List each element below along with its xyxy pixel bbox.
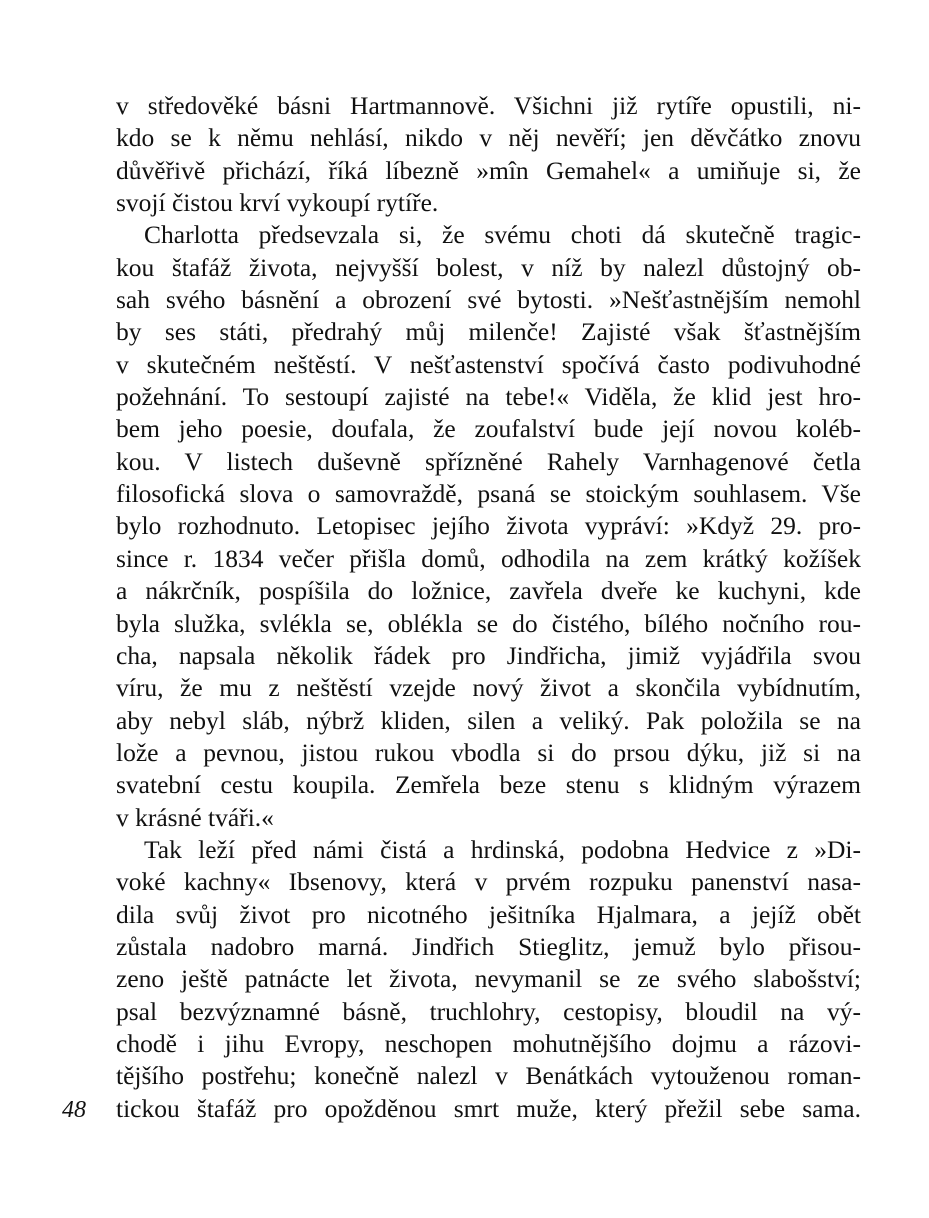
text-line: požehnání. To sestoupí zajisté na tebe!« Viděla, že klid jest hro-	[116, 382, 861, 412]
text-line: since r. 1834 večer přišla domů, odhodila na zem krátký kožíšek	[116, 543, 861, 573]
page-number: 48	[62, 1097, 86, 1123]
text-line: tickou štafáž pro opožděnou smrt muže, který přežil sebe sama.	[116, 1093, 861, 1123]
text-line: Tak leží před námi čistá a hrdinská, podobna Hedvice z »Di-	[144, 834, 861, 864]
body-text	[116, 90, 861, 1125]
text-line: sah svého básnění a obrození své bytosti. »Nešťastnějším nemohl	[116, 285, 861, 315]
text-line: a nákrčník, pospíšila do ložnice, zavřela dveře ke kuchyni, kde	[116, 576, 861, 606]
text-line: bem jeho poesie, doufala, že zoufalství bude její novou koléb-	[116, 414, 861, 444]
text-line: svojí čistou krví vykoupí rytíře.	[116, 188, 439, 218]
text-line: bylo rozhodnuto. Letopisec jejího života vypráví: »Když 29. pro-	[116, 511, 861, 541]
text-line: chodě i jihu Evropy, neschopen mohutnějšího dojmu a rázovi-	[116, 1028, 861, 1058]
text-line: důvěřivě přichází, říká líbezně »mîn Gemahel« a umiňuje si, že	[116, 155, 861, 185]
text-line: zůstala nadobro marná. Jindřich Stieglitz, jemuž bylo přisou-	[116, 931, 861, 961]
text-line: svatební cestu koupila. Zemřela beze stenu s klidným výrazem	[116, 770, 861, 800]
text-line: voké kachny« Ibsenovy, která v prvém rozpuku panenství nasa-	[116, 867, 861, 897]
text-line: tějšího postřehu; konečně nalezl v Benátkách vytouženou roman-	[116, 1061, 861, 1091]
text-line: lože a pevnou, jistou rukou vbodla si do prsou dýku, již si na	[116, 737, 861, 767]
text-line: by ses státi, předrahý můj milenče! Zajisté však šťastnějším	[116, 317, 861, 347]
text-line: v středověké básni Hartmannově. Všichni již rytíře opustili, ni-	[116, 91, 861, 120]
text-line: psal bezvýznamné básně, truchlohry, cestopisy, bloudil na vý-	[116, 996, 861, 1026]
text-line: v skutečném neštěstí. V nešťastenství spočívá často podivuhodné	[116, 349, 861, 379]
text-line: kdo se k němu nehlásí, nikdo v něj nevěří; jen děvčátko znovu	[116, 123, 861, 153]
text-line: zeno ještě patnácte let života, nevymanil se ze svého slabošství;	[116, 964, 861, 994]
text-line: víru, že mu z neštěstí vzejde nový život a skončila vybídnutím,	[116, 673, 861, 703]
text-line: byla služka, svlékla se, oblékla se do čistého, bílého nočního rou-	[116, 608, 861, 638]
text-line: aby nebyl sláb, nýbrž kliden, silen a veliký. Pak položila se na	[116, 705, 861, 735]
text-line: kou štafáž života, nejvyšší bolest, v níž by nalezl důstojný ob-	[116, 252, 861, 282]
text-line: filosofická slova o samovraždě, psaná se stoickým souhlasem. Vše	[116, 479, 861, 509]
text-line: kou. V listech duševně spřízněné Rahely Varnhagenové četla	[116, 446, 861, 476]
text-line: cha, napsala několik řádek pro Jindřicha, jimiž vyjádřila svou	[116, 640, 861, 670]
text-line: v krásné tváři.«	[116, 802, 274, 832]
text-line: Charlotta předsevzala si, že svému choti dá skutečně tragic-	[144, 220, 861, 250]
text-line: dila svůj život pro nicotného ješitníka Hjalmara, a jejíž obět	[116, 899, 861, 929]
